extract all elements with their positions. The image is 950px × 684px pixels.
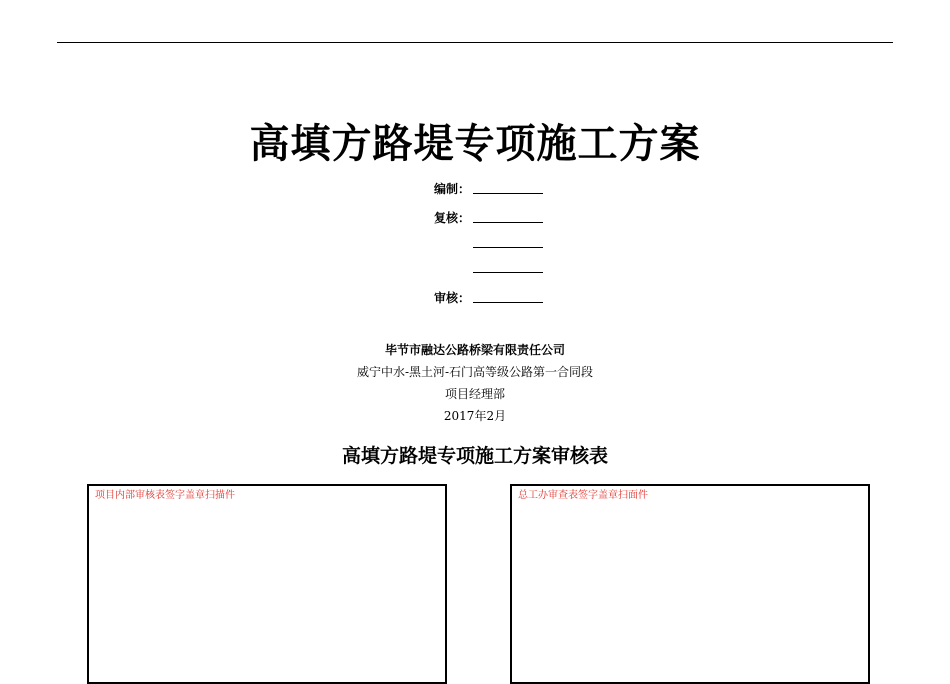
compile-signature-row (400, 180, 470, 196)
audit-label: 审核： (433, 291, 470, 305)
review-label: 复核： (433, 211, 470, 225)
chief-engineer-scan-label: 总工办审查表签字盖章扫面件 (518, 490, 648, 501)
review-signature-row (400, 209, 470, 225)
document-title: 高填方路堤专项施工方案 (249, 120, 701, 167)
review-table-title: 高填方路堤专项施工方案审核表 (341, 445, 608, 467)
project-department: 项目经理部 (444, 387, 505, 401)
audit-signature-row (400, 289, 470, 305)
review-signature-line-2 (473, 247, 543, 248)
review-signature-line (473, 222, 543, 223)
internal-review-scan-label: 项目内部审核表签字盖章扫描件 (95, 490, 235, 501)
audit-signature-line (473, 302, 543, 303)
internal-review-scan-box (87, 484, 447, 684)
chief-engineer-scan-box (510, 484, 870, 684)
contract-section: 威宁中水-黑土河-石门高等级公路第一合同段 (356, 365, 594, 379)
compile-signature-line (473, 193, 543, 194)
company-name: 毕节市融达公路桥梁有限责任公司 (384, 343, 565, 357)
document-date: 2017年2月 (443, 409, 507, 423)
compile-label: 编制： (433, 182, 470, 196)
review-signature-line-3 (473, 272, 543, 273)
header-rule (57, 42, 893, 43)
